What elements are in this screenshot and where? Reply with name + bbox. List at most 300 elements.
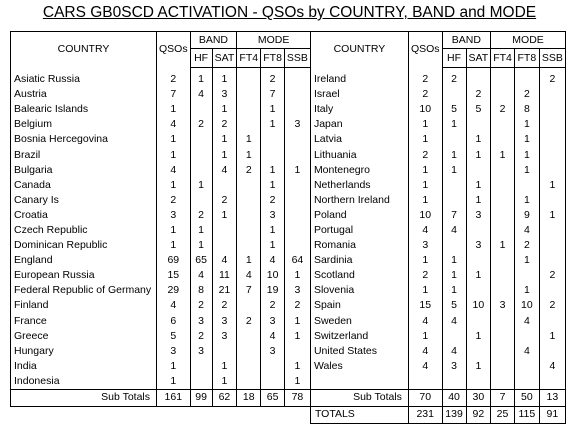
left-ft8-cell: 7 [261,87,285,102]
left-subtotal-ft8: 65 [261,389,285,406]
left-band-header: BAND [190,32,237,49]
right-country-cell: Poland [310,208,408,223]
right-hf-cell: 1 [442,268,466,283]
left-country-cell: Croatia [11,208,157,223]
left-ft4-cell [237,178,261,193]
left-hf-cell [190,102,212,117]
table-row [11,117,566,132]
right-country-cell: United States [310,344,408,359]
left-ft4-cell [237,298,261,313]
right-subtotal-ssb: 13 [539,389,565,406]
left-hf-cell [190,132,212,147]
right-subtotal-ft8: 50 [514,389,539,406]
right-hf-cell: 1 [442,283,466,298]
left-country-cell: Dominican Republic [11,238,157,253]
right-ssb-cell [539,87,565,102]
left-ft4-cell: 7 [237,283,261,298]
right-ft8-cell: 10 [514,298,539,313]
right-sat-cell [466,223,491,238]
left-hf-cell: 4 [190,268,212,283]
right-subtotal-hf: 40 [442,389,466,406]
right-country-cell: Italy [310,102,408,117]
left-qsos-cell: 7 [157,87,191,102]
right-ft8-cell: 8 [514,102,539,117]
left-ft4-cell [237,374,261,390]
right-ft8-cell [514,268,539,283]
left-ssb-cell: 64 [284,253,310,268]
right-country-cell: Montenegro [310,163,408,178]
right-ft8-cell: 4 [514,223,539,238]
right-ssb-header: SSB [539,49,565,68]
left-country-cell: Finland [11,298,157,313]
left-ft8-cell: 1 [261,117,285,132]
right-ft4-cell [491,283,515,298]
right-country-cell: Romania [310,238,408,253]
right-ft4-cell [491,208,515,223]
left-sat-cell [212,178,237,193]
left-country-cell: Bulgaria [11,163,157,178]
left-ft8-cell: 3 [261,314,285,329]
left-subtotal-hf: 99 [190,389,212,406]
table-row [11,253,566,268]
right-country-cell: Scotland [310,268,408,283]
right-country-cell: Latvia [310,132,408,147]
left-qsos-cell: 1 [157,178,191,193]
right-hf-cell: 1 [442,253,466,268]
table-row [11,132,566,147]
left-ssb-cell: 1 [284,314,310,329]
left-ft8-cell: 10 [261,268,285,283]
right-qsos-cell: 2 [408,87,442,102]
right-qsos-cell: 1 [408,163,442,178]
right-hf-cell: 4 [442,314,466,329]
right-country-cell: Portugal [310,223,408,238]
left-ft8-cell: 4 [261,253,285,268]
left-sat-cell: 1 [212,102,237,117]
left-hf-cell: 4 [190,87,212,102]
left-ft8-cell: 2 [261,68,285,88]
right-country-cell: Japan [310,117,408,132]
left-sat-cell: 2 [212,117,237,132]
left-qsos-cell: 2 [157,193,191,208]
right-ssb-cell: 4 [539,359,565,374]
left-sat-cell: 3 [212,87,237,102]
right-ft4-cell [491,132,515,147]
left-ft4-cell: 2 [237,163,261,178]
right-ssb-cell [539,238,565,253]
left-ft8-cell: 1 [261,163,285,178]
left-sat-cell [212,344,237,359]
right-ssb-cell: 2 [539,268,565,283]
left-sat-cell: 4 [212,163,237,178]
left-country-cell: Greece [11,329,157,344]
right-country-cell: Sweden [310,314,408,329]
right-ft8-cell: 1 [514,283,539,298]
right-hf-cell: 4 [442,344,466,359]
left-hf-cell: 2 [190,298,212,313]
left-subtotal-ft4: 18 [237,389,261,406]
left-qsos-cell: 3 [157,344,191,359]
left-country-cell: European Russia [11,268,157,283]
left-qsos-cell: 4 [157,117,191,132]
left-ssb-cell: 1 [284,329,310,344]
table-row [11,344,566,359]
left-qsos-cell: 3 [157,208,191,223]
right-ssb-cell [539,253,565,268]
left-qsos-cell: 15 [157,268,191,283]
right-country-cell: Northern Ireland [310,193,408,208]
right-ft8-cell: 1 [514,117,539,132]
left-sat-cell: 1 [212,68,237,88]
right-qsos-cell: 1 [408,117,442,132]
left-ft4-cell [237,238,261,253]
left-ssb-cell [284,223,310,238]
right-qsos-cell: 4 [408,344,442,359]
right-ft4-cell [491,329,515,344]
right-qsos-cell: 4 [408,314,442,329]
left-ssb-cell [284,178,310,193]
right-country-cell: Wales [310,359,408,374]
right-hf-cell: 7 [442,208,466,223]
left-ssb-cell [284,147,310,162]
left-ft4-cell: 4 [237,268,261,283]
left-ft4-cell [237,344,261,359]
left-sat-cell: 3 [212,329,237,344]
right-sat-cell [466,117,491,132]
right-ft4-cell [491,178,515,193]
left-ssb-header: SSB [284,49,310,68]
right-ssb-cell: 2 [539,68,565,88]
right-hf-cell: 1 [442,147,466,162]
left-ft8-cell [261,147,285,162]
left-subtotal-label: Sub Totals [11,389,157,406]
left-sat-cell [212,238,237,253]
left-ft8-cell: 1 [261,178,285,193]
total-qsos: 231 [408,406,442,423]
right-ft4-cell: 3 [491,298,515,313]
left-qsos-cell: 1 [157,132,191,147]
right-ssb-cell [539,147,565,162]
left-ssb-cell: 1 [284,268,310,283]
right-ft4-cell [491,193,515,208]
right-sat-cell: 1 [466,147,491,162]
right-country-cell [310,374,408,390]
left-ft4-cell [237,193,261,208]
left-ssb-cell [284,102,310,117]
right-qsos-cell: 4 [408,359,442,374]
left-ft8-cell [261,374,285,390]
left-ft4-cell [237,329,261,344]
left-sat-cell: 2 [212,193,237,208]
right-country-cell: Ireland [310,68,408,88]
table-row [11,208,566,223]
right-ft8-cell: 1 [514,253,539,268]
left-country-cell: Bosnia Hercegovina [11,132,157,147]
left-country-cell: Austria [11,87,157,102]
right-hf-cell [442,132,466,147]
right-sat-cell [466,283,491,298]
left-qsos-cell: 1 [157,223,191,238]
left-ssb-cell [284,193,310,208]
right-ft4-cell [491,374,515,390]
right-ssb-cell [539,283,565,298]
left-ssb-cell [284,87,310,102]
right-qsos-cell: 2 [408,268,442,283]
left-qsos-cell: 6 [157,314,191,329]
table-row [11,147,566,162]
table-row [11,163,566,178]
right-sat-cell [466,68,491,88]
right-ft4-cell [491,253,515,268]
left-hf-cell [190,374,212,390]
left-ft4-cell [237,208,261,223]
left-sat-cell: 1 [212,374,237,390]
left-sat-cell: 1 [212,147,237,162]
right-qsos-cell: 3 [408,238,442,253]
right-ft4-cell [491,223,515,238]
left-sat-cell: 11 [212,268,237,283]
right-sat-cell [466,253,491,268]
left-country-cell: Canada [11,178,157,193]
right-ssb-cell [539,193,565,208]
right-ssb-cell [539,117,565,132]
left-hf-cell: 2 [190,329,212,344]
right-sat-cell [466,163,491,178]
right-ft8-cell: 4 [514,344,539,359]
left-subtotal-ssb: 78 [284,389,310,406]
left-subtotal-qsos: 161 [157,389,191,406]
left-ft4-cell [237,87,261,102]
right-country-cell: Slovenia [310,283,408,298]
left-ssb-cell: 3 [284,117,310,132]
left-qsos-cell: 1 [157,102,191,117]
left-qsos-cell: 69 [157,253,191,268]
left-ssb-cell [284,132,310,147]
right-ssb-cell [539,163,565,178]
left-country-cell: Canary Is [11,193,157,208]
right-ft8-cell: 1 [514,147,539,162]
left-country-cell: England [11,253,157,268]
right-ft4-cell [491,359,515,374]
right-country-cell: Israel [310,87,408,102]
left-ft4-cell: 1 [237,132,261,147]
left-qsos-cell: 5 [157,329,191,344]
left-country-cell: France [11,314,157,329]
table-row [11,359,566,374]
right-ft4-cell: 1 [491,238,515,253]
right-ssb-cell [539,344,565,359]
total-ft4: 25 [491,406,515,423]
left-ft8-cell: 2 [261,193,285,208]
left-qsos-header: QSOs [157,32,191,68]
left-ft4-cell: 1 [237,147,261,162]
right-ft4-cell: 1 [491,147,515,162]
right-qsos-cell: 1 [408,132,442,147]
right-sat-cell: 5 [466,102,491,117]
left-ft8-cell: 1 [261,223,285,238]
left-ssb-cell: 2 [284,298,310,313]
left-subtotal-sat: 62 [212,389,237,406]
right-subtotal-qsos: 70 [408,389,442,406]
right-hf-cell: 2 [442,68,466,88]
right-ft4-cell [491,87,515,102]
total-label: TOTALS [310,406,408,423]
left-ft8-cell [261,132,285,147]
left-ft4-cell [237,68,261,88]
left-hf-cell: 1 [190,178,212,193]
right-sat-cell: 1 [466,178,491,193]
right-hf-cell: 3 [442,359,466,374]
right-hf-cell [442,178,466,193]
right-hf-cell [442,87,466,102]
left-qsos-cell: 1 [157,359,191,374]
right-ft8-cell: 1 [514,163,539,178]
left-country-cell: Balearic Islands [11,102,157,117]
table-row [11,374,566,390]
left-ft4-cell [237,102,261,117]
table-row [11,68,566,88]
right-ft4-cell [491,344,515,359]
right-ssb-cell: 1 [539,208,565,223]
left-hf-header: HF [190,49,212,68]
right-qsos-cell: 1 [408,193,442,208]
left-ssb-cell: 1 [284,359,310,374]
left-ft8-cell: 1 [261,238,285,253]
left-hf-cell [190,147,212,162]
right-sat-header: SAT [466,49,491,68]
table-row [11,87,566,102]
right-hf-cell: 4 [442,223,466,238]
left-hf-cell [190,359,212,374]
right-ft8-cell: 1 [514,132,539,147]
left-hf-cell: 3 [190,344,212,359]
right-ssb-cell: 1 [539,329,565,344]
left-qsos-cell: 1 [157,374,191,390]
right-ssb-cell [539,102,565,117]
left-ft4-header: FT4 [237,49,261,68]
right-ft8-cell [514,178,539,193]
right-ssb-cell [539,374,565,390]
left-hf-cell [190,163,212,178]
right-country-header: COUNTRY [310,32,408,68]
left-ft4-cell: 1 [237,253,261,268]
right-qsos-cell: 1 [408,253,442,268]
right-sat-cell: 3 [466,208,491,223]
left-country-cell: Federal Republic of Germany [11,283,157,298]
left-country-cell: Hungary [11,344,157,359]
left-ft4-cell [237,117,261,132]
right-ft8-cell [514,374,539,390]
left-hf-cell: 1 [190,223,212,238]
right-qsos-cell: 1 [408,329,442,344]
left-sat-cell: 1 [212,208,237,223]
right-ft4-cell [491,163,515,178]
left-country-cell: Belgium [11,117,157,132]
right-sat-cell: 1 [466,329,491,344]
right-ft4-cell: 2 [491,102,515,117]
right-country-cell: Lithuania [310,147,408,162]
right-subtotal-ft4: 7 [491,389,515,406]
right-qsos-header: QSOs [408,32,442,68]
total-ft8: 115 [514,406,539,423]
right-ft4-cell [491,117,515,132]
left-hf-cell: 2 [190,208,212,223]
page-title: CARS GB0SCD ACTIVATION - QSOs by COUNTRY, BAND and MODE [42,4,537,21]
right-qsos-cell [408,374,442,390]
left-ft8-cell: 19 [261,283,285,298]
left-ft8-cell: 2 [261,298,285,313]
right-ssb-cell [539,132,565,147]
right-sat-cell [466,374,491,390]
right-mode-header: MODE [491,32,566,49]
right-sat-cell: 1 [466,193,491,208]
left-hf-cell: 1 [190,68,212,88]
right-country-cell: Spain [310,298,408,313]
left-ssb-cell: 3 [284,283,310,298]
right-hf-header: HF [442,49,466,68]
right-qsos-cell: 4 [408,223,442,238]
left-qsos-cell: 1 [157,147,191,162]
left-ft8-cell: 4 [261,329,285,344]
left-ft4-cell [237,223,261,238]
right-sat-cell [466,314,491,329]
right-hf-cell [442,238,466,253]
left-qsos-cell: 4 [157,163,191,178]
left-sat-cell: 3 [212,314,237,329]
right-ft8-cell [514,359,539,374]
table-row [11,298,566,313]
left-ssb-cell [284,208,310,223]
subtotals-row [11,389,566,406]
left-hf-cell [190,193,212,208]
right-sat-cell: 1 [466,359,491,374]
left-sat-cell: 1 [212,359,237,374]
right-country-cell: Switzerland [310,329,408,344]
right-ft8-cell [514,329,539,344]
total-ssb: 91 [539,406,565,423]
right-qsos-cell: 10 [408,102,442,117]
right-ssb-cell: 1 [539,178,565,193]
table-row [11,238,566,253]
table-row [11,329,566,344]
left-ssb-cell [284,344,310,359]
left-ssb-cell: 1 [284,163,310,178]
right-hf-cell [442,329,466,344]
right-band-header: BAND [442,32,491,49]
left-ft8-cell: 1 [261,102,285,117]
right-hf-cell [442,193,466,208]
right-ft8-cell: 4 [514,314,539,329]
right-hf-cell: 5 [442,298,466,313]
right-hf-cell: 1 [442,117,466,132]
left-hf-cell: 1 [190,238,212,253]
table-row [11,223,566,238]
right-ft4-cell [491,68,515,88]
left-qsos-cell: 2 [157,68,191,88]
right-qsos-cell: 1 [408,283,442,298]
right-ssb-cell [539,223,565,238]
table-row [11,102,566,117]
table-row [11,193,566,208]
right-ft4-cell [491,314,515,329]
left-sat-cell [212,223,237,238]
right-ft8-cell [514,68,539,88]
left-sat-cell: 21 [212,283,237,298]
left-ssb-cell: 1 [284,374,310,390]
right-qsos-cell: 15 [408,298,442,313]
table-row [11,268,566,283]
right-qsos-cell: 1 [408,178,442,193]
